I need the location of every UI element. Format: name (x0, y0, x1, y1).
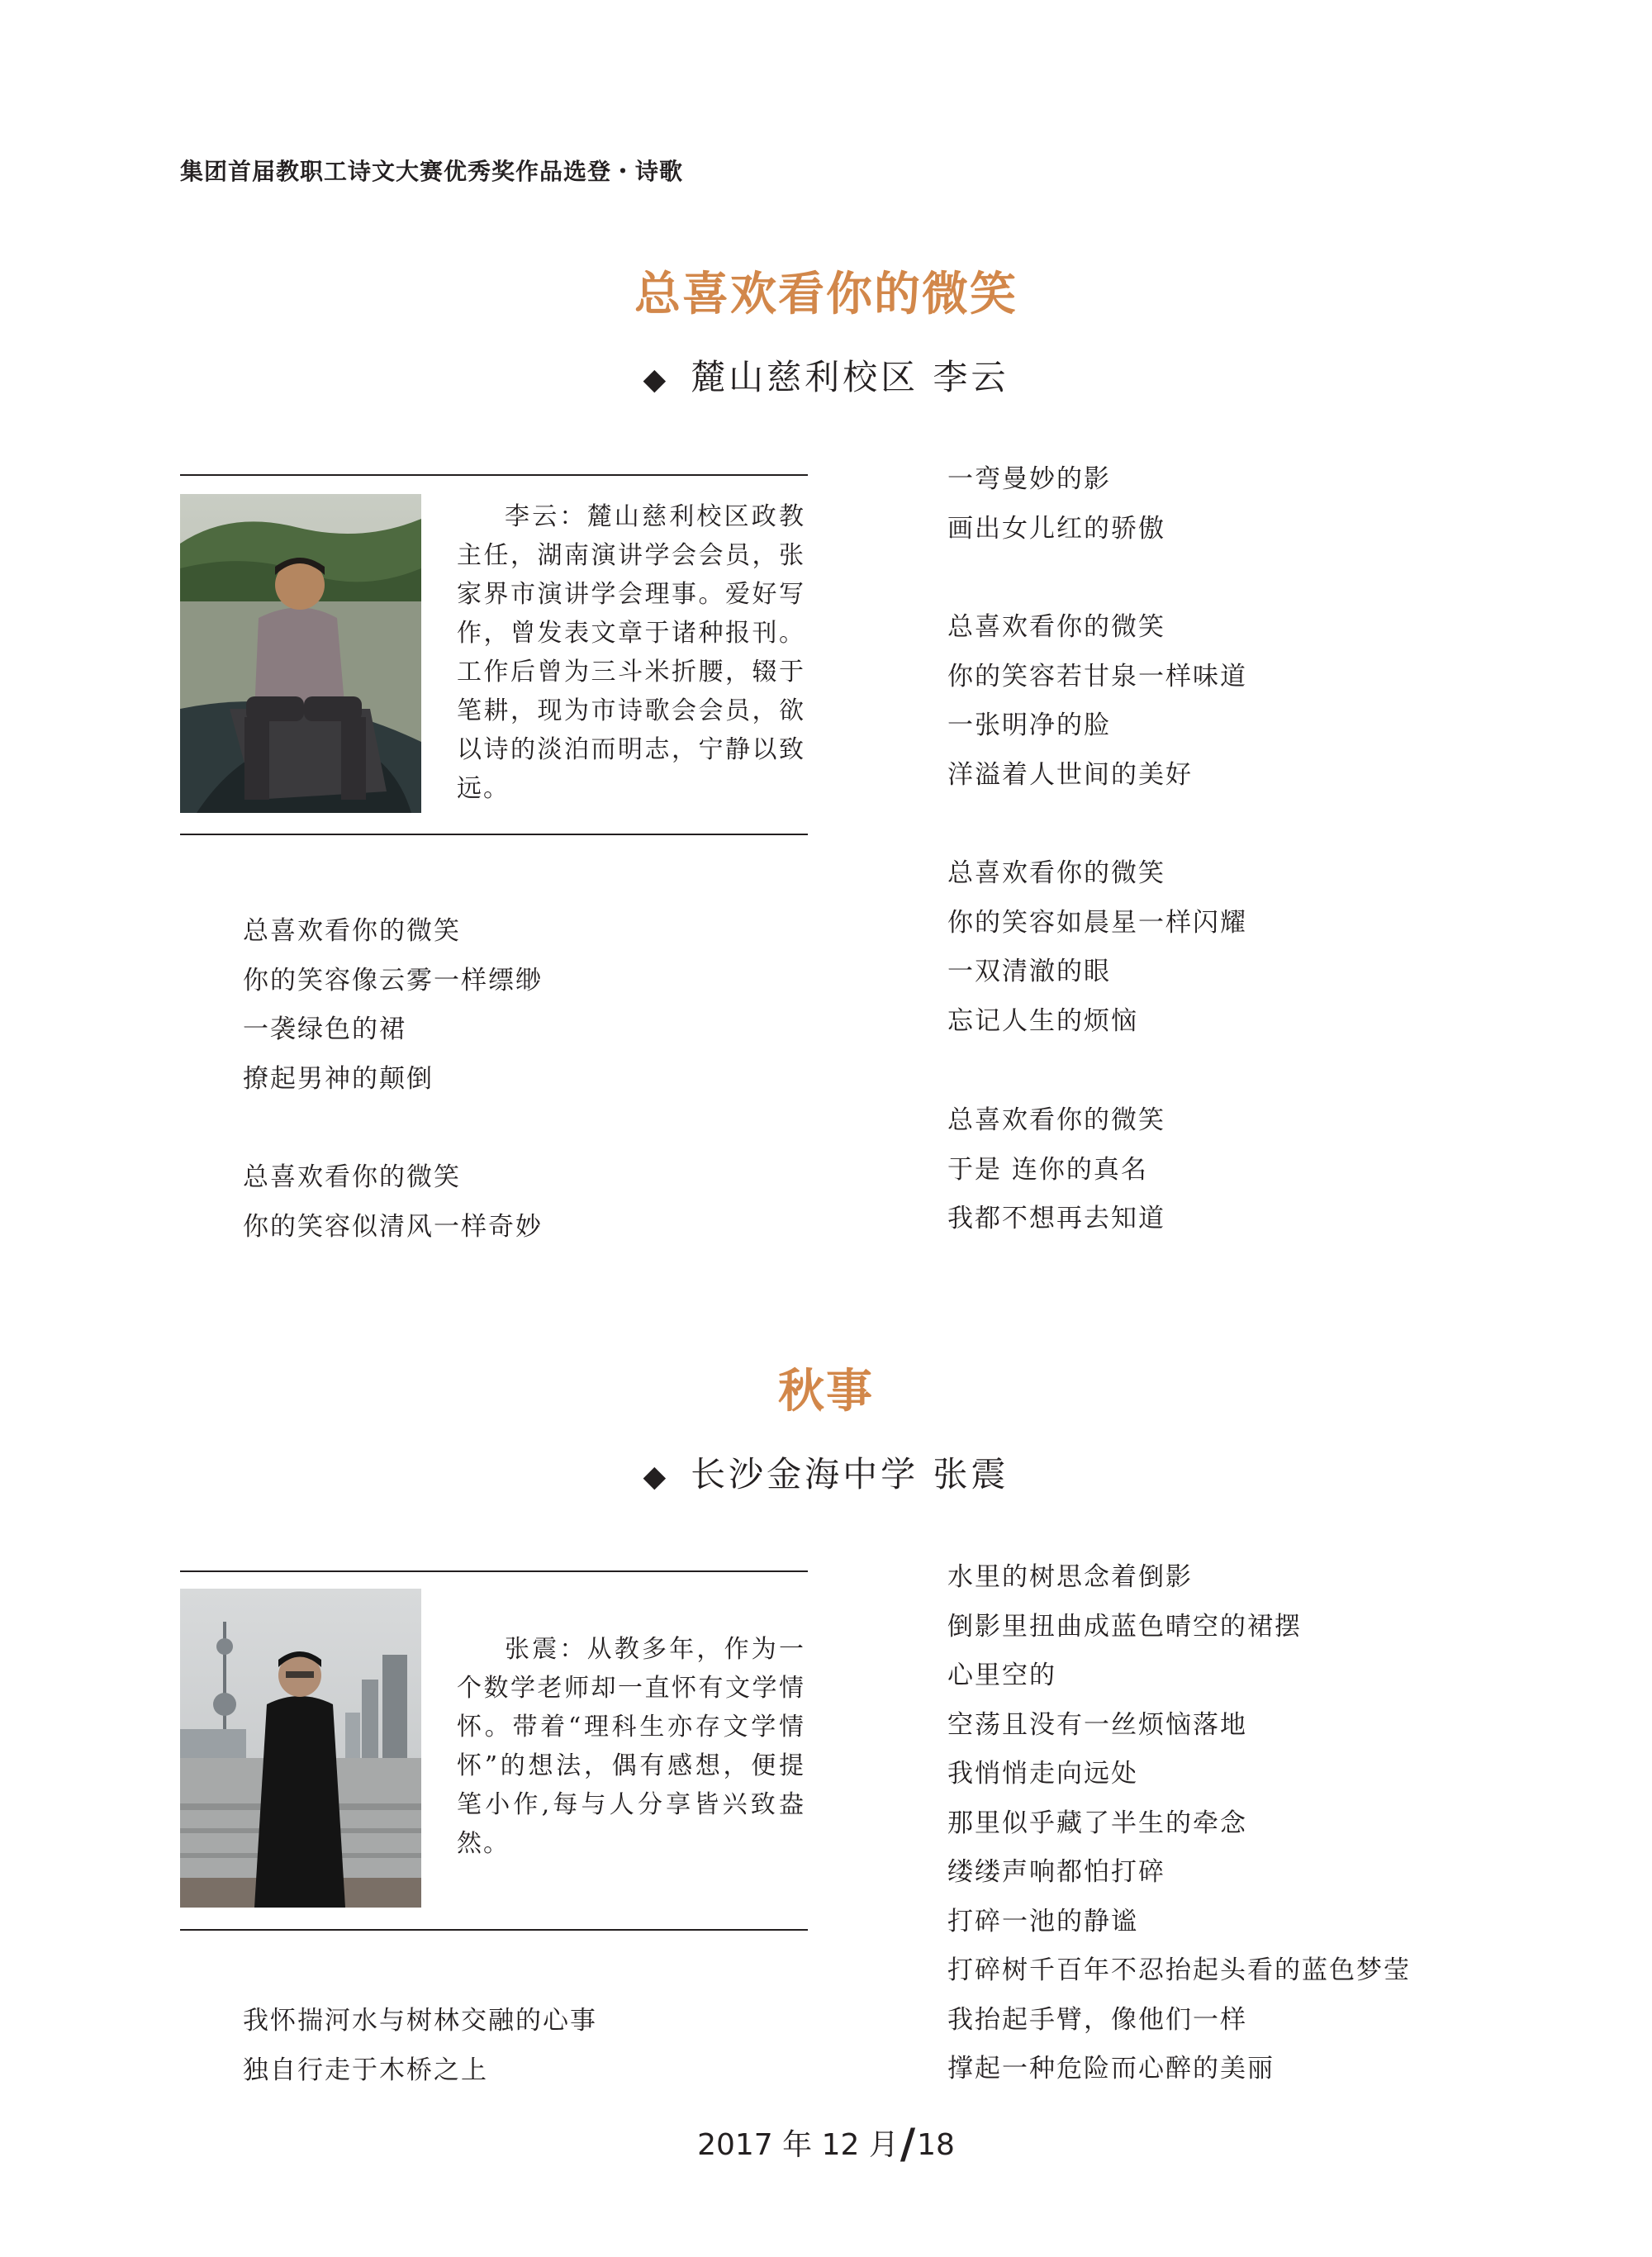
section-header: 集团首届教职工诗文大赛优秀奖作品选登・诗歌 (180, 158, 684, 185)
poem-line: 倒影里扭曲成蓝色晴空的裙摆 (947, 1611, 1302, 1642)
stanza (947, 455, 1165, 554)
author-name: 长沙金海中学 张震 (691, 1454, 1009, 1494)
bio-text: ：从教多年，作为一个数学老师却一直怀有文学情怀。带着“理科生亦存文学情怀”的想法，偶有感想，便提笔小作,每与人分享皆兴致盎然。 (457, 1635, 806, 1858)
stanza (947, 849, 1247, 1046)
poem-line: 你的笑容像云雾一样缥缈 (243, 965, 543, 995)
poem-line: 忘记人生的烦恼 (947, 1005, 1138, 1036)
page-number: 18 (917, 2128, 955, 2162)
poem-line: 总喜欢看你的微笑 (947, 612, 1165, 642)
bio-text: ：麓山慈利校区政教主任，湖南演讲学会会员，张家界市演讲学会理事。爱好写作，曾发表文章于诸种报刊。工作后曾为三斗米折腰，辍于笔耕，现为市诗歌会会员，欲以诗的淡泊而明志，宁静以致远。 (457, 502, 806, 803)
bio-bottom-rule (180, 834, 808, 835)
poem-line: 我抬起手臂，像他们一样 (947, 2004, 1247, 2035)
bio-name: 张震 (505, 1635, 560, 1664)
bio-bottom-rule (180, 1929, 808, 1931)
stanza (947, 1096, 1165, 1244)
bio-name: 李云 (505, 502, 560, 531)
author-bio (457, 1630, 805, 1863)
poem-line: 一弯曼妙的影 (947, 464, 1111, 494)
poem-line: 缕缕声响都怕打碎 (947, 1857, 1165, 1887)
page-footer (0, 2120, 1652, 2168)
bio-top-rule (180, 474, 808, 476)
poem-line: 你的笑容如晨星一样闪耀 (947, 907, 1247, 938)
poem-line: 水里的树思念着倒影 (947, 1562, 1193, 1592)
author-line (0, 1447, 1652, 1497)
bio-top-rule (180, 1570, 808, 1572)
poem-line: 一双清澈的眼 (947, 957, 1111, 986)
stanza (243, 907, 543, 1104)
stanza (243, 1997, 597, 2095)
author-name: 麓山慈利校区 李云 (691, 357, 1009, 397)
stanza (243, 1153, 543, 1252)
poem-line: 心里空的 (947, 1661, 1056, 1690)
author-line (0, 350, 1652, 400)
poem-title: 秋事 (778, 1364, 874, 1418)
poem-line: 画出女儿红的骄傲 (947, 513, 1165, 544)
poem-line: 空荡且没有一丝烦恼落地 (947, 1709, 1247, 1740)
poem-line: 撑起一种危险而心醉的美丽 (947, 2054, 1275, 2084)
author-photo (180, 494, 421, 813)
poem-title: 总喜欢看你的微笑 (634, 267, 1018, 321)
poem-line: 撩起男神的颠倒 (243, 1063, 434, 1094)
poem-line: 总喜欢看你的微笑 (947, 1105, 1165, 1135)
poem-line: 打碎树千百年不忍抬起头看的蓝色梦莹 (947, 1955, 1411, 1985)
poem-line: 一袭绿色的裙 (243, 1014, 406, 1044)
author-bio (457, 497, 805, 808)
poem-line: 一张明净的脸 (947, 710, 1111, 740)
diamond-icon: ◆ (643, 1460, 670, 1494)
diamond-icon: ◆ (643, 363, 670, 397)
issue-date: 2017 年 12 月 (697, 2128, 899, 2162)
poem-line: 总喜欢看你的微笑 (243, 1162, 461, 1192)
poem-line: 那里似乎藏了半生的牵念 (947, 1808, 1247, 1838)
poem-line: 你的笑容若甘泉一样味道 (947, 661, 1247, 691)
footer-slash: / (900, 2120, 916, 2168)
poem-line: 总喜欢看你的微笑 (243, 916, 461, 946)
stanza (947, 1553, 1411, 2094)
poem-line: 我怀揣河水与树林交融的心事 (243, 2006, 597, 2036)
author-photo (180, 1589, 421, 1908)
poem-line: 我都不想再去知道 (947, 1204, 1165, 1233)
stanza (947, 603, 1247, 800)
poem-line: 你的笑容似清风一样奇妙 (243, 1211, 543, 1242)
poem-line: 我悄悄走向远处 (947, 1759, 1138, 1789)
poem-line: 独自行走于木桥之上 (243, 2055, 488, 2085)
poem-line: 总喜欢看你的微笑 (947, 858, 1165, 888)
poem-line: 打碎一池的静谧 (947, 1906, 1138, 1936)
poem-line: 洋溢着人世间的美好 (947, 759, 1193, 790)
poem-line: 于是 连你的真名 (947, 1154, 1148, 1185)
